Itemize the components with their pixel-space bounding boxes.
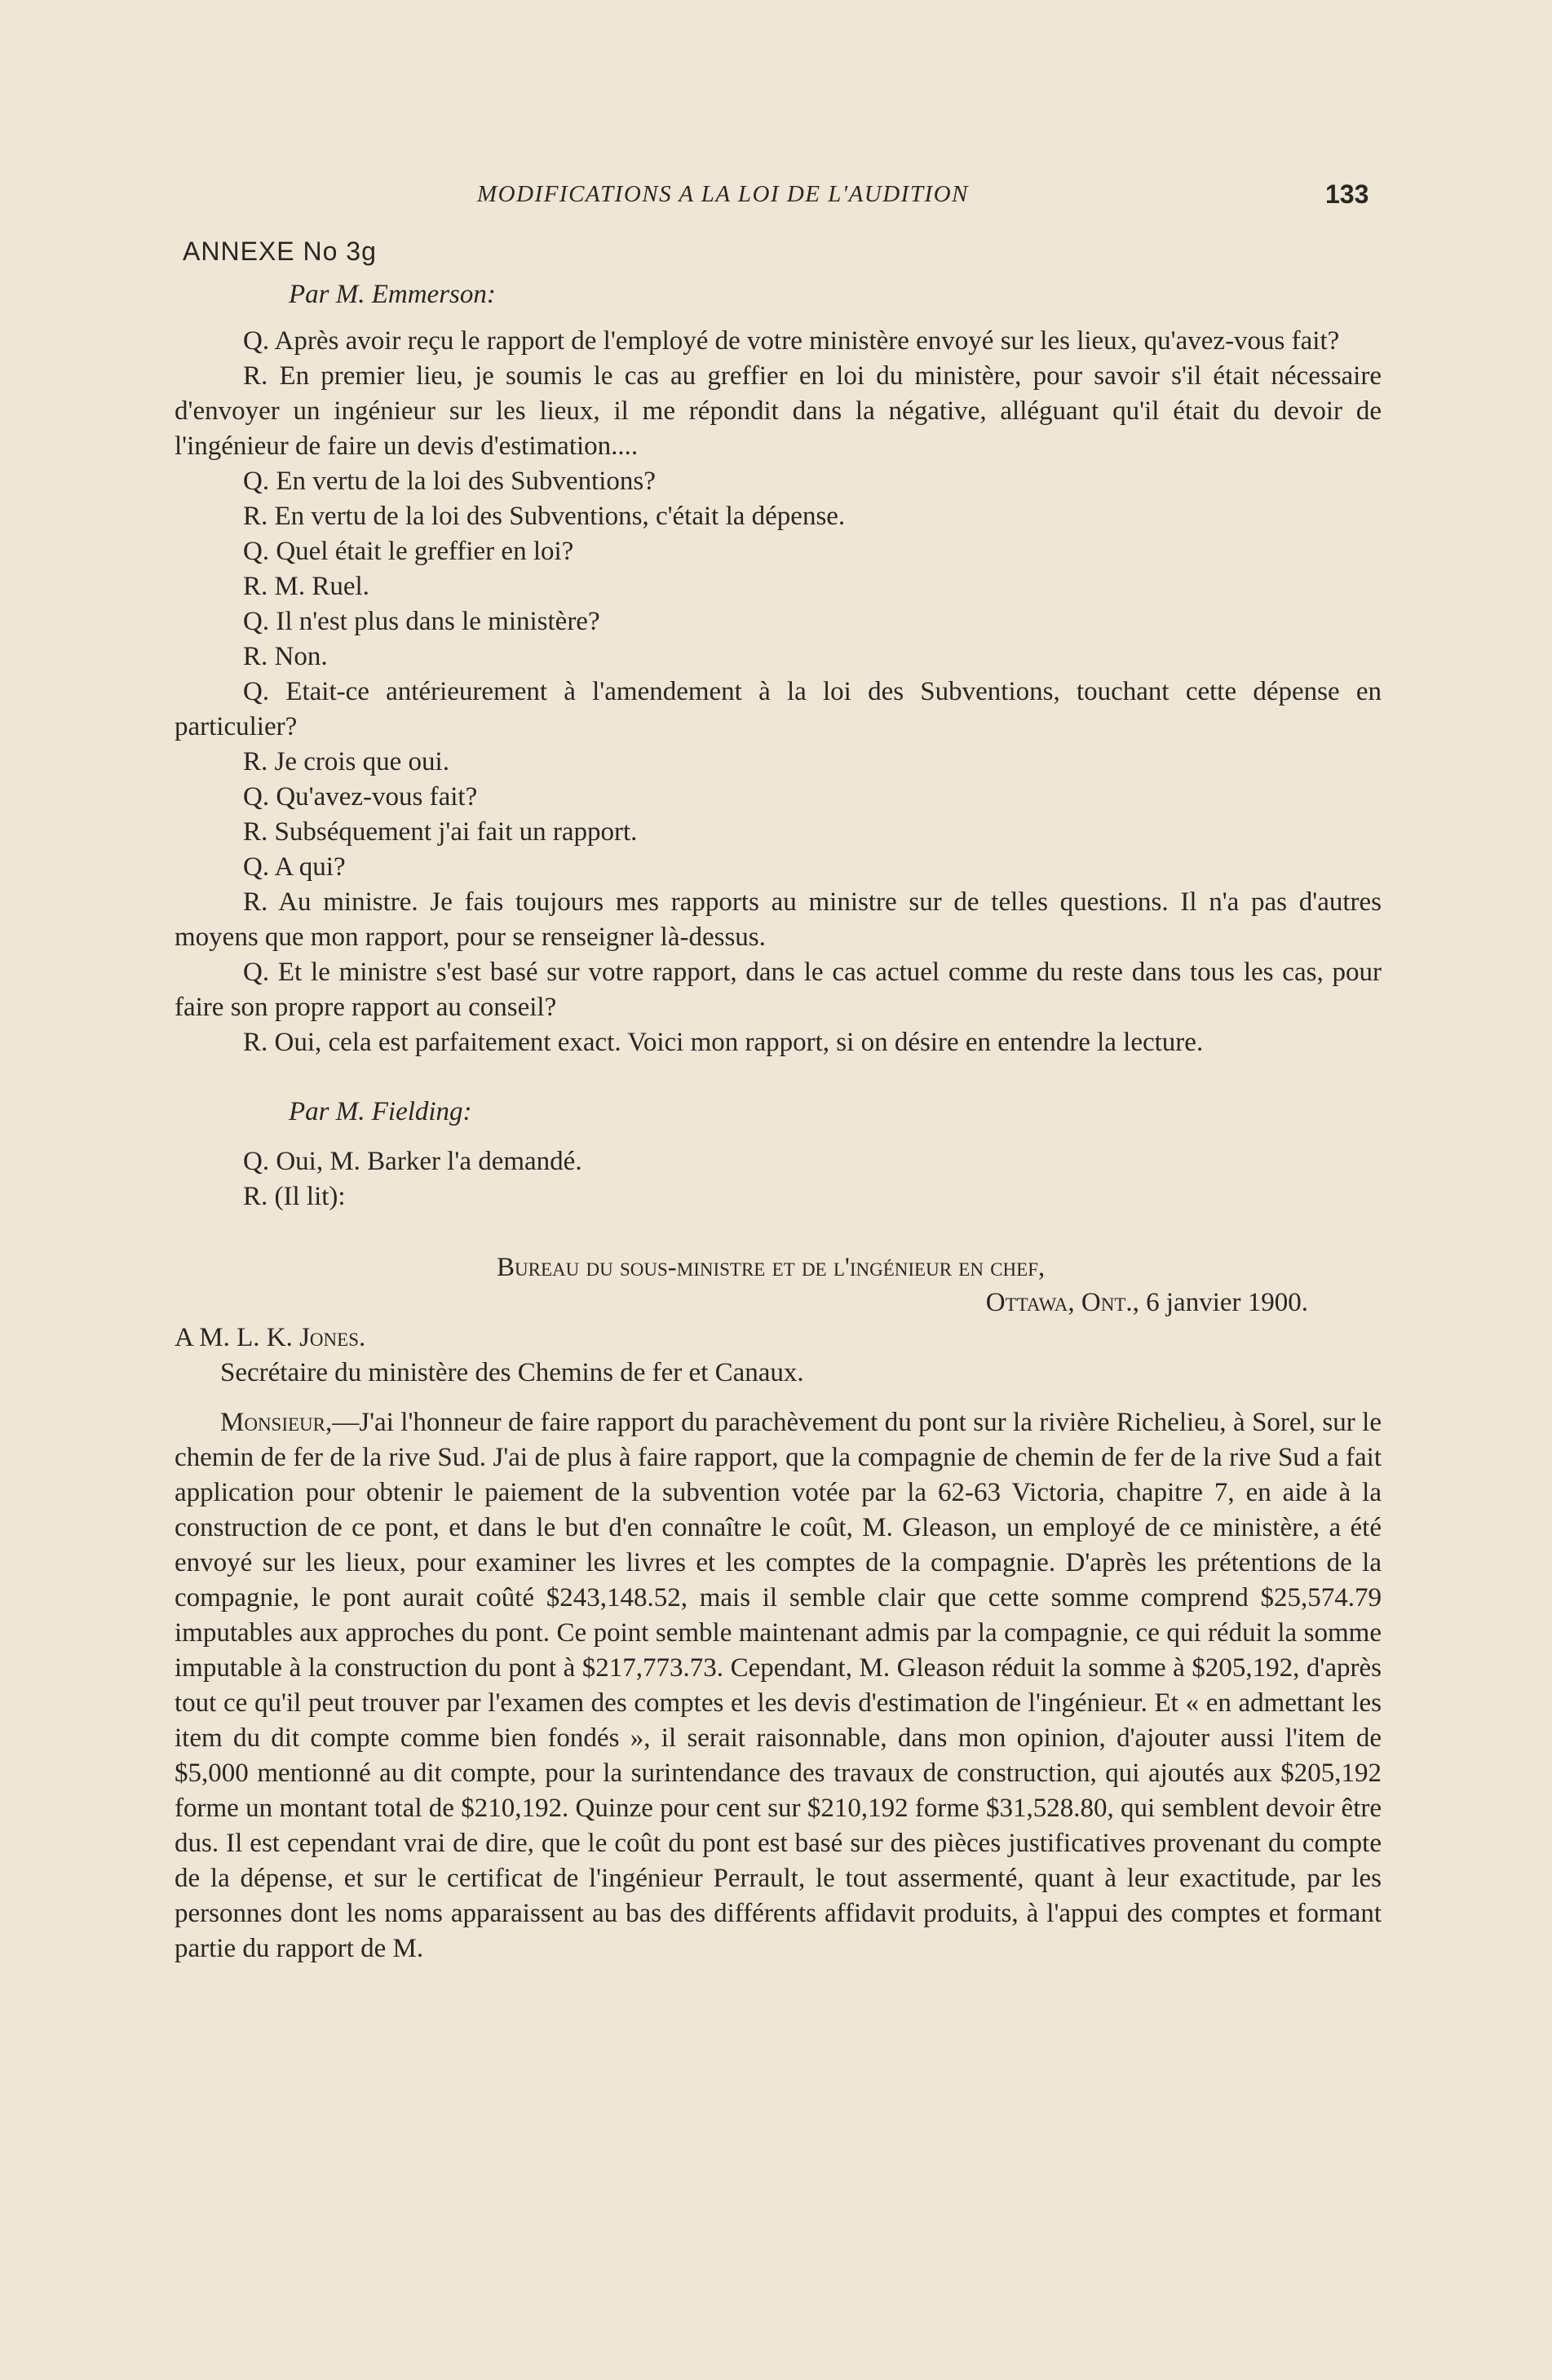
letter-place: Ottawa, Ont., xyxy=(985,1288,1139,1317)
speaker-heading-fielding: Par M. Fielding: xyxy=(289,1097,472,1126)
annex-label: ANNEXE No 3g xyxy=(183,237,377,266)
qa-paragraph: Q. Après avoir reçu le rapport de l'employé de votre ministère envoyé sur les lieux, qu'avez-vous fait? xyxy=(243,326,1340,356)
qa-paragraph: Q. Qu'avez-vous fait? xyxy=(243,782,478,812)
letter-sender: Bureau du sous-ministre et de l'ingénieur en chef, xyxy=(497,1253,1046,1282)
qa-paragraph: Q. Oui, M. Barker l'a demandé. xyxy=(243,1147,582,1176)
qa-paragraph: Q. Quel était le greffier en loi? xyxy=(243,537,574,566)
letter-salutation: Monsieur, xyxy=(220,1408,333,1437)
qa-paragraph: Q. En vertu de la loi des Subventions? xyxy=(243,467,656,496)
letter-body xyxy=(175,1405,1382,1966)
qa-paragraph: R. En premier lieu, je soumis le cas au greffier en loi du ministère, pour savoir s'il était nécessaire d'envoyer un ingénieur sur les lieux, il me répondit dans la négative, alléguant qu'il était du devoir de l'ingénieur de faire un devis d'estimation.... xyxy=(175,361,1382,461)
letter-addressee-title: Secrétaire du ministère des Chemins de fer et Canaux. xyxy=(220,1358,804,1387)
letter-place-date xyxy=(175,1285,1382,1321)
qa-paragraph: R. M. Ruel. xyxy=(243,572,369,601)
running-title: MODIFICATIONS A LA LOI DE L'AUDITION xyxy=(477,181,969,207)
speaker-heading-emmerson: Par M. Emmerson: xyxy=(289,280,496,309)
qa-paragraph: Q. Il n'est plus dans le ministère? xyxy=(243,607,600,636)
qa-paragraph: Q. Et le ministre s'est basé sur votre rapport, dans le cas actuel comme du reste dans tous les cas, pour faire son propre rapport au conseil? xyxy=(175,958,1382,1022)
page-number: 133 xyxy=(1325,179,1369,209)
letter-body-text: —J'ai l'honneur de faire rapport du parachèvement du pont sur la rivière Richelieu, à Sorel, sur le chemin de fer de la rive Sud. J'ai de plus à faire rapport, que la compagnie de chemin de fer de la rive Sud a fait application pour obtenir le paiement de la subvention votée par la 62-63 Victoria, chapitre 7, en aide à la construction de ce pont, et dans le but d'en connaître le coût, M. Gleason, un employé de ce ministère, a été envoyé sur les lieux, pour examiner les livres et les comptes de la compagnie. D'après les prétentions de la compagnie, le pont aurait coûté $243,148.52, mais il semble clair que cette somme comprend $25,574.79 imputables aux approches du pont. Ce point semble maintenant admis par la compagnie, ce qui réduit la somme imputable à la construction du pont à $217,773.73. Cependant, M. Gleason réduit la somme à $205,192, d'après tout ce qu'il peut trouver par l'examen des comptes et les devis d'estimation de l'ingénieur. Et « en admettant les item du dit compte comme bien fondés », il serait raisonnable, dans mon opinion, d'ajouter aussi l'item de $5,000 mentionné au dit compte, pour la surintendance des travaux de construction, qui ajoutés aux $205,192 forme un montant total de $210,192. Quinze pour cent sur $210,192 forme $31,528.80, qui semblent devoir être dus. Il est cependant vrai de dire, que le coût du pont est basé sur des pièces justificatives provenant du compte de la dépense, et sur le certificat de l'ingénieur Perrault, le tout assermenté, quant à leur exactitude, par les personnes dont les noms apparaissent au bas des différents affidavit produits, à l'appui des comptes et formant partie du rapport de M. xyxy=(175,1408,1382,1963)
qa-paragraph: R. Je crois que oui. xyxy=(243,747,449,776)
qa-paragraph: Q. Etait-ce antérieurement à l'amendement à la loi des Subventions, touchant cette dépense en particulier? xyxy=(175,677,1382,741)
qa-paragraph: R. En vertu de la loi des Subventions, c'était la dépense. xyxy=(243,502,846,531)
qa-paragraph: R. Subséquement j'ai fait un rapport. xyxy=(243,817,638,847)
qa-paragraph: R. Non. xyxy=(243,642,328,671)
letter-addressee: A M. L. K. Jones. xyxy=(175,1323,366,1352)
qa-paragraph: Q. A qui? xyxy=(243,852,346,882)
qa-paragraph: R. Au ministre. Je fais toujours mes rapports au ministre sur de telles questions. Il n'a pas d'autres moyens que mon rapport, pour se renseigner là-dessus. xyxy=(175,887,1382,952)
document-body xyxy=(175,277,1382,1966)
qa-paragraph: R. (Il lit): xyxy=(243,1182,346,1211)
qa-paragraph: R. Oui, cela est parfaitement exact. Voici mon rapport, si on désire en entendre la lecture. xyxy=(243,1028,1204,1057)
letter-date: 6 janvier 1900. xyxy=(1146,1288,1308,1317)
